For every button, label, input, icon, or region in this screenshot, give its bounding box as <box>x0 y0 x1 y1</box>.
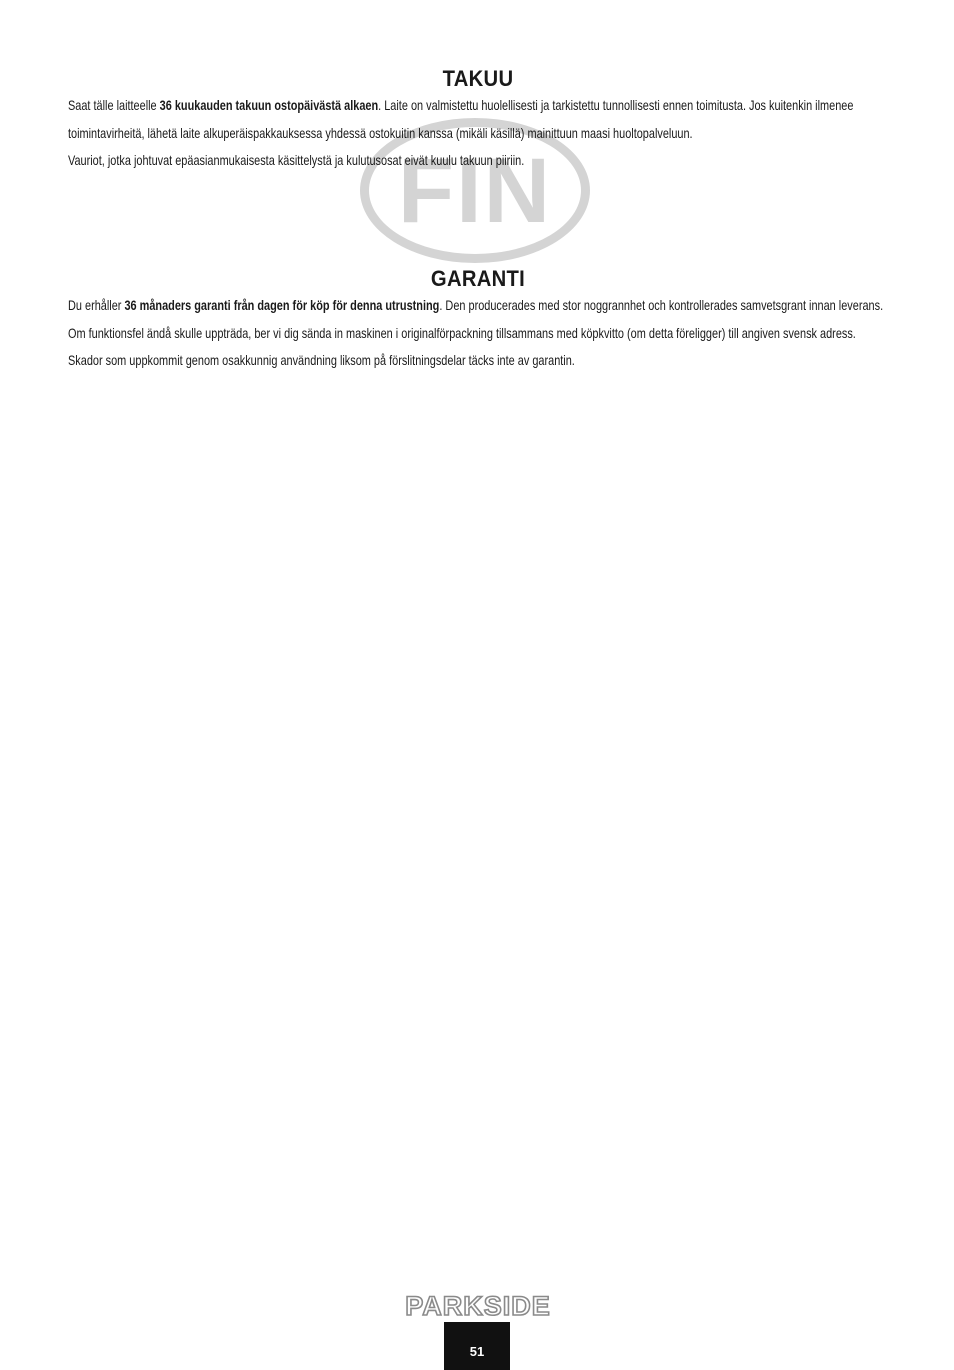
takuu-p1-pre: Saat tälle laitteelle <box>68 97 160 113</box>
takuu-p1-post: . Laite on valmistettu huolellisesti ja tarkistettu tunnollisesti ennen toimitusta. Jos kuitenkin ilmenee toimintavirheitä, lähetä laite alkuperäispakkauksessa yhdessä ostokuitin kanssa (mikäli käsillä) mainittuun maasi huoltopalveluun. <box>68 97 854 141</box>
takuu-paragraph-1 <box>68 92 887 147</box>
watermark-text: FIN <box>397 139 553 242</box>
garanti-p1-pre: Du erhåller <box>68 297 125 313</box>
garanti-p1-post: . Den producerades med stor noggrannhet och kontrollerades samvetsgrant innan leverans. Om funktionsfel ändå skulle uppträda, ber vi dig sända in maskinen i originalförpackning tillsammans med köpkvitto (om detta föreligger) till angiven svensk adress. <box>68 297 884 341</box>
parkside-logo <box>387 1290 569 1322</box>
takuu-p1-bold: 36 kuukauden takuun ostopäivästä alkaen <box>159 97 379 113</box>
page-number: 51 <box>444 1322 510 1370</box>
takuu-section <box>68 66 888 175</box>
brand-text: PARKSIDE <box>405 1290 551 1321</box>
garanti-paragraph-2: Skador som uppkommit genom osakkunnig användning liksom på förslitningsdelar täcks inte av garantin. <box>68 352 575 368</box>
garanti-title: GARANTI <box>430 266 526 291</box>
takuu-title: TAKUU <box>442 66 514 91</box>
takuu-paragraph-2: Vauriot, jotka johtuvat epäasianmukaisesta käsittelystä ja kulutusosat eivät kuulu takuun piiriin. <box>68 152 525 168</box>
garanti-paragraph-1 <box>68 292 887 347</box>
garanti-p1-bold: 36 månaders garanti från dagen för köp för denna utrustning <box>124 297 440 313</box>
garanti-section <box>68 266 888 375</box>
